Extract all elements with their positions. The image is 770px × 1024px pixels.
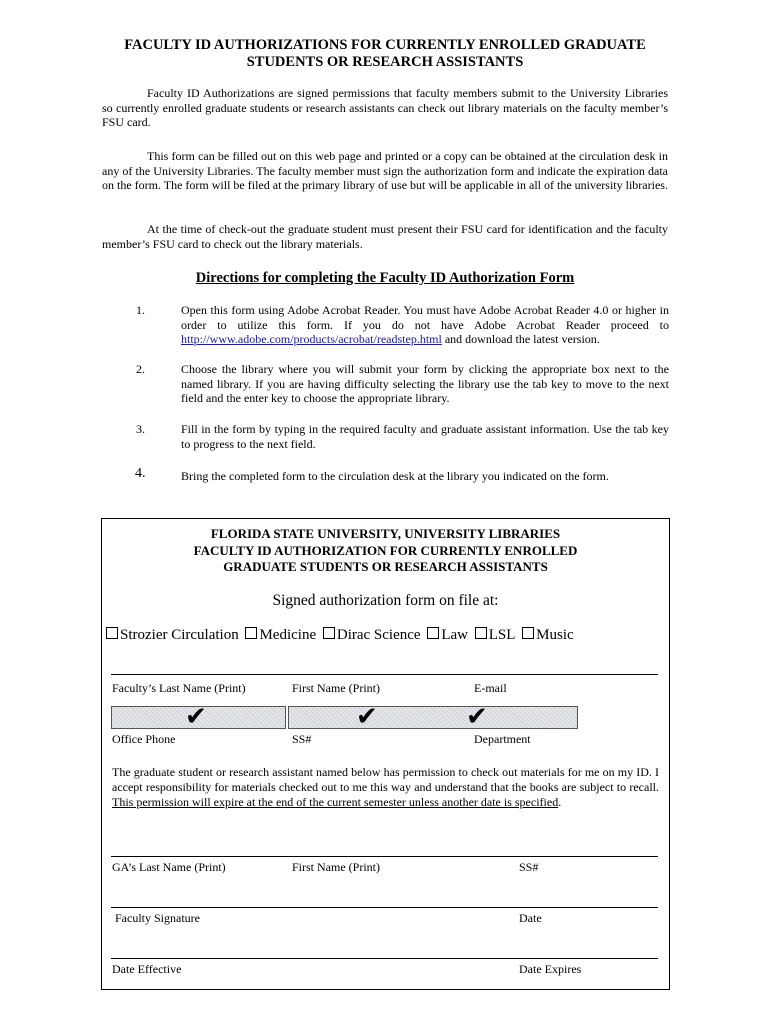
library-option-dirac[interactable] — [323, 627, 421, 644]
lsl-checkbox[interactable] — [475, 627, 487, 639]
library-option-law[interactable] — [427, 627, 468, 644]
music-checkbox[interactable] — [522, 627, 534, 639]
strozier-checkbox[interactable] — [106, 627, 118, 639]
authorization-form — [101, 518, 670, 990]
ga-first-name-label: First Name (Print) — [292, 860, 380, 874]
step-1-text — [181, 303, 669, 347]
step-4-number: 4. — [135, 466, 146, 481]
step-2-text: Choose the library where you will submit your form by clicking the appropriate box next to the named library. If you are having difficulty selecting the library use the tab key to move to the next field and the enter key to choose the appropriate library. — [181, 362, 669, 406]
faculty-first-name-label: First Name (Print) — [292, 681, 380, 695]
library-options — [106, 627, 577, 644]
step-2-number: 2. — [136, 362, 145, 376]
office-phone-label: Office Phone — [112, 732, 176, 746]
directions-title: Directions for completing the Faculty ID Authorization Form — [195, 270, 575, 286]
department-label: Department — [474, 732, 531, 746]
law-checkbox[interactable] — [427, 627, 439, 639]
step-1-number: 1. — [136, 303, 145, 317]
faculty-email-label: E-mail — [474, 681, 507, 695]
form-header-line-3: GRADUATE STUDENTS OR RESEARCH ASSISTANTS — [223, 559, 548, 574]
permission-expiration-note: This permission will expire at the end of the current semester unless another date is specified — [112, 795, 559, 809]
ga-name-rule — [111, 856, 658, 857]
faculty-last-name-label: Faculty’s Last Name (Print) — [112, 681, 246, 695]
page-title — [60, 37, 710, 71]
form-header — [102, 526, 669, 576]
ga-last-name-label: GA’s Last Name (Print) — [112, 860, 226, 874]
law-label: Law — [441, 627, 468, 643]
title-line-2: STUDENTS OR RESEARCH ASSISTANTS — [246, 54, 524, 70]
faculty-signature-label: Faculty Signature — [115, 911, 200, 925]
adobe-reader-link[interactable]: http://www.adobe.com/products/acrobat/readstep.html — [181, 332, 442, 347]
music-label: Music — [536, 627, 574, 643]
ga-ss-label: SS# — [519, 860, 539, 874]
date-effective-label: Date Effective — [112, 962, 182, 976]
step-4-text: Bring the completed form to the circulation desk at the library you indicated on the form. — [181, 469, 609, 483]
check-icon: ✔ — [356, 702, 378, 732]
permission-end: . — [558, 795, 562, 809]
intro-paragraph-1: Faculty ID Authorizations are signed permissions that faculty members submit to the University Libraries so currently enrolled graduate students or research assistants can check out library materials on the faculty member’s FSU card. — [102, 86, 668, 130]
medicine-checkbox[interactable] — [245, 627, 257, 639]
step-3-text: Fill in the form by typing in the required faculty and graduate assistant information. Use the tab key to progress to the next field. — [181, 422, 669, 451]
step-1-text-before: Open this form using Adobe Acrobat Reader. You must have Adobe Acrobat Reader 4.0 or higher in order to utilize this form. If you do not have Adobe Acrobat Reader proceed to — [181, 303, 669, 332]
dates-rule — [111, 958, 658, 959]
intro-paragraph-2: This form can be filled out on this web page and printed or a copy can be obtained at the circulation desk in any of the University Libraries. The faculty member must sign the authorization form and indicate the expiration data on the form. The form will be filed at the primary library of use but will be applicable in all of the university libraries. — [102, 149, 668, 193]
permission-text: The graduate student or research assistant named below has permission to check out materials for me on my ID. I accept responsibility for materials checked out to me this way and understand that the books are subject to recall. — [112, 765, 659, 794]
check-icon: ✔ — [185, 702, 207, 732]
title-line-1: FACULTY ID AUTHORIZATIONS FOR CURRENTLY ENROLLED GRADUATE — [124, 37, 646, 53]
medicine-label: Medicine — [259, 627, 317, 643]
lsl-label: LSL — [488, 627, 516, 643]
signed-on-file-label: Signed authorization form on file at: — [272, 592, 499, 609]
dirac-label: Dirac Science — [336, 627, 421, 643]
library-option-medicine[interactable] — [245, 627, 316, 644]
library-option-lsl[interactable] — [475, 627, 516, 644]
step-3-number: 3. — [136, 422, 145, 436]
faculty-ss-label: SS# — [292, 732, 312, 746]
strozier-label: Strozier Circulation — [120, 627, 239, 643]
ss-department-input[interactable] — [288, 702, 578, 732]
dirac-checkbox[interactable] — [323, 627, 335, 639]
library-option-strozier[interactable] — [106, 627, 239, 644]
step-1-text-after: and download the latest version. — [441, 332, 600, 347]
intro-paragraph-3: At the time of check-out the graduate student must present their FSU card for identification and the faculty member’s FSU card to check out the library materials. — [102, 222, 668, 251]
faculty-name-rule — [111, 674, 658, 675]
permission-statement — [112, 765, 659, 810]
library-option-music[interactable] — [522, 627, 574, 644]
signature-date-label: Date — [519, 911, 542, 925]
form-header-line-1: FLORIDA STATE UNIVERSITY, UNIVERSITY LIBRARIES — [210, 526, 561, 541]
form-header-line-2: FACULTY ID AUTHORIZATION FOR CURRENTLY ENROLLED — [193, 542, 578, 558]
date-expires-label: Date Expires — [519, 962, 582, 976]
check-icon: ✔ — [466, 702, 488, 732]
signature-rule — [111, 907, 658, 908]
